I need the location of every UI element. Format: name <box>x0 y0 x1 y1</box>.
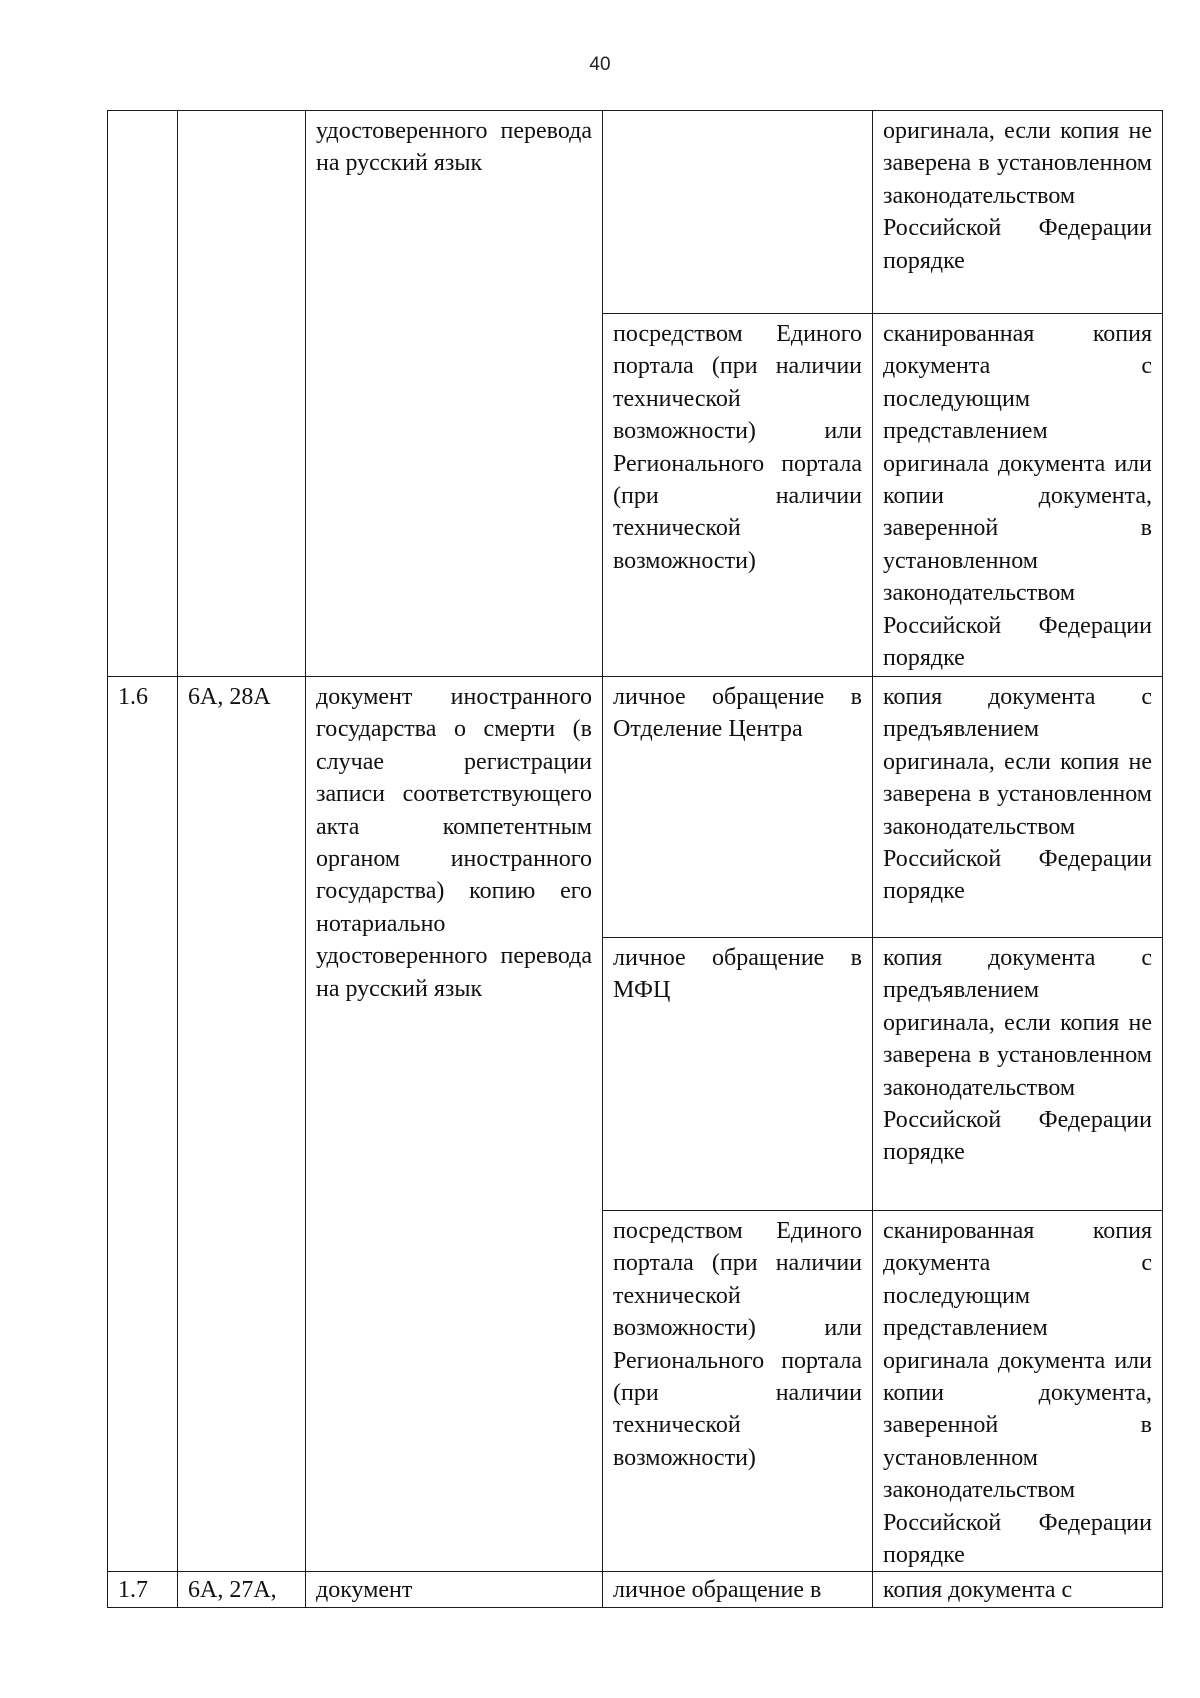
method-text: личное обращение в МФЦ <box>613 945 862 1004</box>
cell-document <box>306 677 603 1572</box>
cell-codes <box>178 111 306 677</box>
form-text: оригинала, если копия не заверена в установленном законодательством Российской Федерации порядке <box>883 118 1152 274</box>
cell-method <box>603 314 873 677</box>
cell-form <box>873 314 1163 677</box>
row-number: 1.6 <box>118 684 148 710</box>
form-text: копия документа с предъявлением оригинала, если копия не заверена в установленном законодательством Российской Федерации порядке <box>883 945 1152 1166</box>
document-text: документ <box>316 1577 413 1604</box>
cell-method <box>603 677 873 938</box>
cell-number <box>108 1572 178 1607</box>
cell-document <box>306 111 603 677</box>
cell-form <box>873 938 1163 1211</box>
cell-number <box>108 111 178 677</box>
cell-number <box>108 677 178 1572</box>
table-row-continuation-1 <box>108 111 1163 314</box>
form-text: сканированная копия документа с последующим представлением оригинала документа или копии документа, заверенной в установленном законодательством Российской Федерации порядке <box>883 321 1152 672</box>
cell-form <box>873 111 1163 314</box>
cell-method <box>603 1211 873 1572</box>
table-row-1-7 <box>108 1572 1163 1607</box>
form-text: копия документа с предъявлением оригинала, если копия не заверена в установленном законодательством Российской Федерации порядке <box>883 684 1152 905</box>
cell-form <box>873 1211 1163 1572</box>
table-row-1-6 <box>108 677 1163 938</box>
cell-codes <box>178 677 306 1572</box>
document-text: документ иностранного государства о смерти (в случае регистрации записи соответствующего акта компетентным органом иностранного государства) копию его нотариально удостоверенного перевода на русский язык <box>316 684 592 1002</box>
row-codes: 6А, 27А, <box>188 1577 277 1604</box>
method-text: личное обращение в <box>613 1577 822 1604</box>
cell-codes <box>178 1572 306 1607</box>
page-number: 40 <box>589 54 611 75</box>
cell-form <box>873 1572 1163 1607</box>
method-text: посредством Единого портала (при наличии технической возможности) или Регионального портала (при наличии технической возможности) <box>613 321 862 574</box>
cell-method <box>603 1572 873 1607</box>
cell-method <box>603 111 873 314</box>
form-text: сканированная копия документа с последующим представлением оригинала документа или копии документа, заверенной в установленном законодательством Российской Федерации порядке <box>883 1218 1152 1569</box>
form-text: копия документа с <box>883 1577 1073 1604</box>
cell-form <box>873 677 1163 938</box>
row-codes: 6А, 28А <box>188 684 271 710</box>
method-text: посредством Единого портала (при наличии технической возможности) или Регионального портала (при наличии технической возможности) <box>613 1218 862 1471</box>
method-text: личное обращение в Отделение Центра <box>613 684 862 743</box>
row-number: 1.7 <box>118 1577 148 1604</box>
cell-method <box>603 938 873 1211</box>
documents-table <box>107 110 1163 1608</box>
cell-document <box>306 1572 603 1607</box>
document-text: удостоверенного перевода на русский язык <box>316 118 592 177</box>
